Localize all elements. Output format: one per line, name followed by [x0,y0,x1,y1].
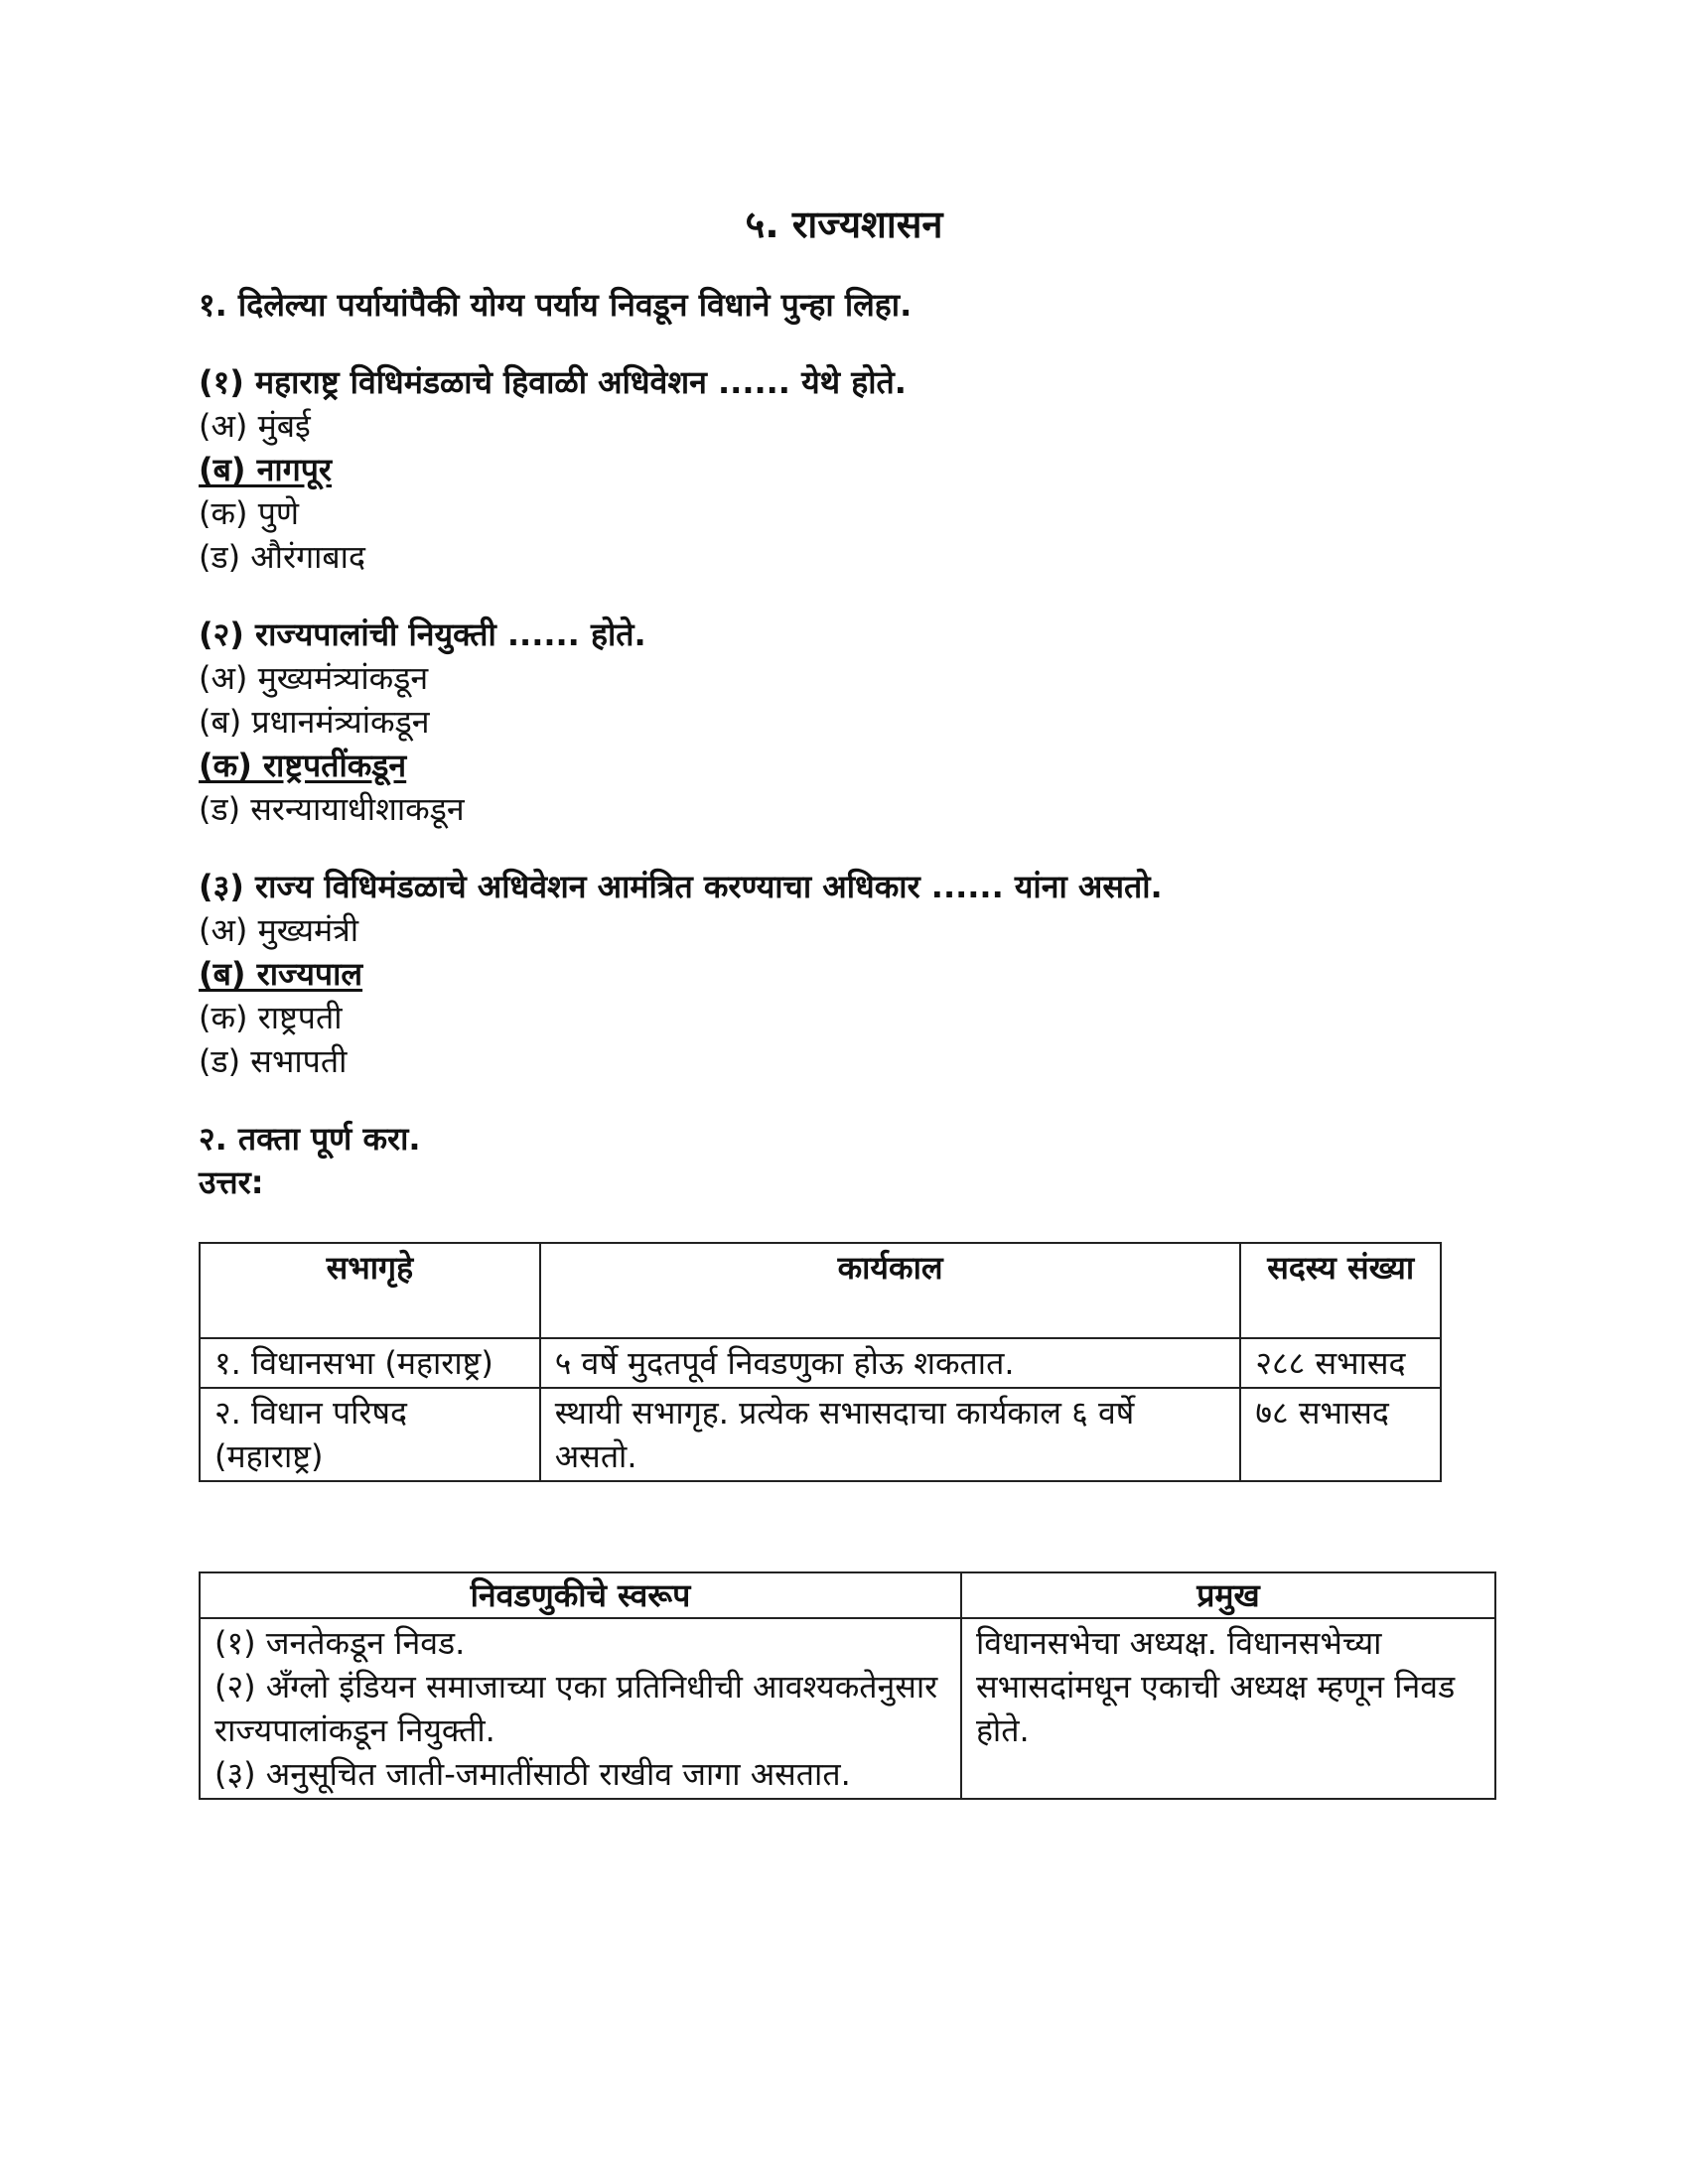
page-content [199,283,1489,1800]
election-line-2: (२) अँग्लो इंडियन समाजाच्या एका प्रतिनिधीची आवश्यकतेनुसार राज्यपालांकडून नियुक्ती. [214,1668,938,1749]
houses-table [199,1242,1442,1482]
table-header-cell: सभागृहे [200,1243,540,1338]
question-1-text: (१) महाराष्ट्र विधिमंडळाचे हिवाळी अधिवेशन ...... येथे होते. [199,363,907,401]
question-2 [199,613,1489,831]
table-row [200,1388,1441,1481]
table-row [200,1618,1495,1799]
table-cell: स्थायी सभागृह. प्रत्येक सभासदाचा कार्यकाल ६ वर्षे असतो. [540,1388,1241,1481]
section2 [199,1117,1489,1800]
question-1-option-a: (अ) मुंबई [199,407,311,445]
question-3-option-a: (अ) मुख्यमंत्री [199,911,359,949]
table-cell: २८८ सभासद [1240,1338,1441,1388]
election-line-3: (३) अनुसूचित जाती-जमातींसाठी राखीव जागा असतात. [214,1755,851,1793]
question-3-option-d: (ड) सभापती [199,1042,348,1080]
election-table [199,1571,1496,1800]
question-1 [199,360,1489,579]
table-cell [200,1618,961,1799]
question-3-option-b-correct: (ब) राज्यपाल [199,955,363,993]
question-3-option-c: (क) राष्ट्रपती [199,999,343,1036]
table-header-cell: प्रमुख [961,1572,1495,1618]
table-cell: २. विधान परिषद (महाराष्ट्र) [200,1388,540,1481]
question-2-text: (२) राज्यपालांची नियुक्ती ...... होते. [199,615,646,653]
election-line-1: (१) जनतेकडून निवड. [214,1624,466,1662]
question-1-option-c: (क) पुणे [199,494,300,532]
table-header-row [200,1572,1495,1618]
question-2-option-c-correct: (क) राष्ट्रपतींकडून [199,747,407,784]
question-1-option-d: (ड) औरंगाबाद [199,538,365,576]
section2-heading: २. तक्ता पूर्ण करा. [199,1120,421,1158]
page-title: ५. राज्यशासन [745,203,943,246]
question-1-option-b-correct: (ब) नागपूर [199,451,332,488]
table-cell: विधानसभेचा अध्यक्ष. विधानसभेच्या सभासदांमधून एकाची अध्यक्ष म्हणून निवड होते. [961,1618,1495,1799]
table-row [200,1338,1441,1388]
table-header-cell: सदस्य संख्या [1240,1243,1441,1338]
question-3 [199,865,1489,1083]
question-2-option-d: (ड) सरन्यायाधीशाकडून [199,790,465,828]
question-2-option-a: (अ) मुख्यमंत्र्यांकडून [199,659,429,697]
question-3-text: (३) राज्य विधिमंडळाचे अधिवेशन आमंत्रित करण्याचा अधिकार ...... यांना असतो. [199,868,1163,905]
table-header-row [200,1243,1441,1338]
table-cell: १. विधानसभा (महाराष्ट्र) [200,1338,540,1388]
table-header-cell: निवडणुकीचे स्वरूप [200,1572,961,1618]
table-cell: ५ वर्षे मुदतपूर्व निवडणुका होऊ शकतात. [540,1338,1241,1388]
table-cell: ७८ सभासद [1240,1388,1441,1481]
answer-label: उत्तर: [199,1163,264,1201]
section1-heading: १. दिलेल्या पर्यायांपैकी योग्य पर्याय निवडून विधाने पुन्हा लिहा. [199,286,913,324]
question-2-option-b: (ब) प्रधानमंत्र्यांकडून [199,703,430,741]
table-header-cell: कार्यकाल [540,1243,1241,1338]
